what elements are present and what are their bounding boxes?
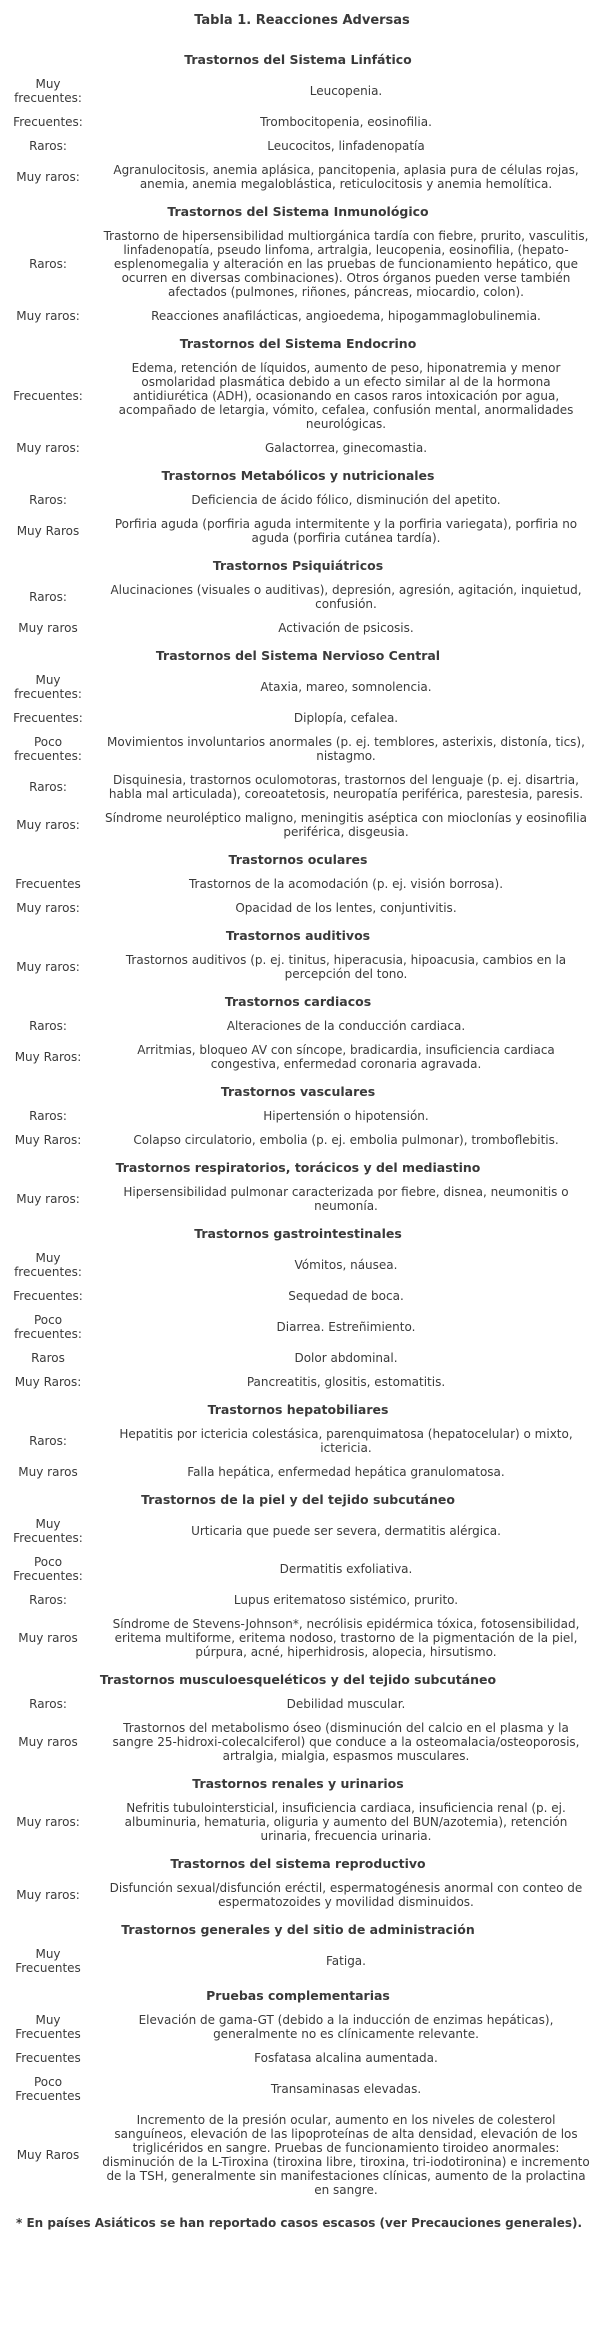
frequency-cell: Muy raros: [16,1815,80,1829]
frequency-cell: Muy raros: [16,960,80,974]
table-row [0,668,596,706]
frequency-cell: Muy raros [18,621,78,635]
table-row [0,2108,596,2202]
section-header-row [0,1664,596,1692]
section-header-row [0,550,596,578]
frequency-cell: Raros: [29,1697,67,1711]
section-heading: Trastornos auditivos [225,928,371,943]
table-row [0,616,596,640]
frequency-cell: Muy Frecuentes: [13,1517,83,1545]
section-heading: Trastornos del Sistema Linfático [184,52,412,67]
reaction-cell: Vómitos, náusea. [294,1258,398,1272]
frequency-cell: Frecuentes: [13,115,83,129]
frequency-cell: Muy Frecuentes [15,1947,81,1975]
reaction-cell: Diplopía, cefalea. [293,711,399,725]
reaction-cell: Urticaria que puede ser severa, dermatitis alérgica. [191,1524,501,1538]
frequency-cell: Poco frecuentes: [14,735,82,763]
table-row [0,1422,596,1460]
reaction-cell: Alucinaciones (visuales o auditivas), depresión, agresión, agitación, inquietud, confusión. [110,583,582,611]
frequency-cell: Muy raros: [16,901,80,915]
frequency-cell: Poco frecuentes: [14,1313,82,1341]
frequency-cell: Muy frecuentes: [14,673,82,701]
section-header-row [0,920,596,948]
frequency-cell: Muy raros: [16,1888,80,1902]
table-row [0,1038,596,1076]
frequency-cell: Muy raros: [16,1192,80,1206]
frequency-cell: Raros: [29,1019,67,1033]
section-heading: Trastornos del Sistema Inmunológico [167,204,429,219]
table-row [0,1796,596,1848]
reaction-cell: Agranulocitosis, anemia aplásica, pancitopenia, aplasia pura de células rojas, anemia, anemia megaloblástica, reticulocitosis y anemia hemolítica. [113,163,579,191]
table-row [0,1246,596,1284]
reaction-cell: Colapso circulatorio, embolia (p. ej. embolia pulmonar), tromboflebitis. [133,1133,559,1147]
table-row [0,948,596,986]
frequency-cell: Raros: [29,1593,67,1607]
section-heading: Trastornos del Sistema Endocrino [179,336,417,351]
table-row [0,1284,596,1308]
frequency-cell: Raros: [29,139,67,153]
section-heading: Trastornos generales y del sitio de administración [121,1922,475,1937]
table-row [0,806,596,844]
reaction-cell: Sequedad de boca. [288,1289,404,1303]
table-row [0,1716,596,1768]
table-row [0,488,596,512]
table-row [0,768,596,806]
reaction-cell: Nefritis tubulointersticial, insuficiencia cardiaca, insuficiencia renal (p. ej. albuminuria, hematuria, oliguria y aumento del BUN/azotemia), retención urinaria, frecuencia urinaria. [124,1801,568,1843]
table-row [0,1942,596,1980]
frequency-cell: Muy frecuentes: [14,77,82,105]
reaction-cell: Trastornos auditivos (p. ej. tinitus, hiperacusia, hipoacusia, cambios en la percepción del tono. [125,953,567,981]
table-row [0,1692,596,1716]
reaction-cell: Leucopenia. [309,84,383,98]
frequency-cell: Frecuentes: [13,711,83,725]
reaction-cell: Opacidad de los lentes, conjuntivitis. [235,901,457,915]
reaction-cell: Hipertensión o hipotensión. [263,1109,429,1123]
table-row [0,1346,596,1370]
reaction-cell: Incremento de la presión ocular, aumento en los niveles de colesterol sanguíneos, elevación de las lipoproteínas de alta densidad, elevación de los triglicéridos en sangre. Pruebas de funcionamiento tiroideo anormales: disminución de la L-Tiroxina (tiroxina libre, tiroxina, tri-iodotironina) e incremento de la TSH, generalmente sin manifestaciones clínicas, aumento de la prolactina en sangre. [102,2113,590,2197]
table-row [0,356,596,436]
table-row [0,1588,596,1612]
table-row [0,1512,596,1550]
reaction-cell: Síndrome de Stevens-Johnson*, necrólisis epidérmica tóxica, fotosensibilidad, eritema multiforme, eritema nodoso, trastorno de la pigmentación de la piel, púrpura, acné, hiperhidrosis, alopecia, hirsutismo. [112,1617,580,1659]
table-row [0,512,596,550]
reaction-cell: Trombocitopenia, eosinofilia. [260,115,432,129]
frequency-cell: Raros: [29,257,67,271]
frequency-cell: Muy raros: [16,309,80,323]
section-heading: Trastornos musculoesqueléticos y del tejido subcutáneo [99,1672,497,1687]
reaction-cell: Edema, retención de líquidos, aumento de peso, hiponatremia y menor osmolaridad plasmática debido a un efecto similar al de la hormona antidiurética (ADH), ocasionando en casos raros intoxicación por agua, acompañado de letargia, vómito, cefalea, confusión mental, anormalidades neurológicas. [118,361,574,431]
table-row [0,1180,596,1218]
section-header-row [0,1076,596,1104]
section-heading: Trastornos respiratorios, torácicos y del mediastino [115,1160,481,1175]
section-heading: Trastornos cardiacos [224,994,372,1009]
reaction-cell: Pancreatitis, glositis, estomatitis. [246,1375,446,1389]
table-row [0,304,596,328]
table-row [0,1128,596,1152]
reaction-cell: Ataxia, mareo, somnolencia. [260,680,432,694]
section-header-row [0,1914,596,1942]
frequency-cell: Raros: [29,590,67,604]
frequency-cell: Muy raros [18,1631,78,1645]
section-header-row [0,1394,596,1422]
section-heading: Trastornos Metabólicos y nutricionales [161,468,435,483]
frequency-cell: Muy raros [18,1465,78,1479]
frequency-cell: Muy raros [18,1735,78,1749]
table-row [0,1370,596,1394]
section-heading: Trastornos gastrointestinales [194,1226,402,1241]
table-row [0,1876,596,1914]
reaction-cell: Reacciones anafilácticas, angioedema, hipogammaglobulinemia. [151,309,541,323]
section-heading: Trastornos del sistema reproductivo [170,1856,426,1871]
table-row [0,1460,596,1484]
frequency-cell: Frecuentes: [13,389,83,403]
footnote: * En países Asiáticos se han reportado casos escasos (ver Precauciones generales). [16,2216,583,2230]
reaction-cell: Hepatitis por ictericia colestásica, parenquimatosa (hepatocelular) o mixto, ictericia. [119,1427,573,1455]
section-heading: Trastornos de la piel y del tejido subcutáneo [141,1492,455,1507]
reaction-cell: Disquinesia, trastornos oculomotoras, trastornos del lenguaje (p. ej. disartria, habla mal articulada), coreoatetosis, neuropatía periférica, parestesia, paresis. [108,773,584,801]
reaction-cell: Transaminasas elevadas. [270,2082,422,2096]
reaction-cell: Porfiria aguda (porfiria aguda intermitente y la porfiria variegata), porfiria no aguda (porfiria cutánea tardía). [114,517,578,545]
frequency-cell: Frecuentes [15,2051,81,2065]
table-row [0,436,596,460]
reaction-cell: Fatiga. [326,1954,366,1968]
section-header-row [0,1980,596,2008]
section-heading: Trastornos vasculares [220,1084,376,1099]
reaction-cell: Lupus eritematoso sistémico, prurito. [233,1593,459,1607]
section-heading: Pruebas complementarias [206,1988,390,2003]
reaction-cell: Deficiencia de ácido fólico, disminución del apetito. [191,493,501,507]
table-row [0,1550,596,1588]
reaction-cell: Debilidad muscular. [286,1697,406,1711]
adverse-reactions-table [0,44,596,2202]
frequency-cell: Raros: [29,1109,67,1123]
section-header-row [0,328,596,356]
table-row [0,110,596,134]
frequency-cell: Muy Frecuentes [15,2013,81,2041]
section-header-row [0,44,596,72]
reaction-cell: Dermatitis exfoliativa. [279,1562,413,1576]
section-header-row [0,1218,596,1246]
reaction-cell: Leucocitos, linfadenopatía [267,139,425,153]
frequency-cell: Frecuentes [15,877,81,891]
table-row [0,706,596,730]
reaction-cell: Elevación de gama-GT (debido a la inducción de enzimas hepáticas), generalmente no es clínicamente relevante. [138,2013,554,2041]
frequency-cell: Muy raros: [16,818,80,832]
table-row [0,872,596,896]
frequency-cell: Raros: [29,1434,67,1448]
section-heading: Trastornos del Sistema Nervioso Central [155,648,441,663]
reaction-cell: Fosfatasa alcalina aumentada. [254,2051,438,2065]
frequency-cell: Muy frecuentes: [14,1251,82,1279]
frequency-cell: Frecuentes: [13,1289,83,1303]
table-body [0,44,596,2202]
reaction-cell: Trastornos de la acomodación (p. ej. visión borrosa). [188,877,504,891]
section-header-row [0,1152,596,1180]
reaction-cell: Galactorrea, ginecomastia. [264,441,428,455]
reaction-cell: Disfunción sexual/disfunción eréctil, espermatogénesis anormal con conteo de espermatozoides y movilidad disminuidos. [109,1881,583,1909]
table-row [0,1104,596,1128]
frequency-cell: Muy Raros [16,2148,80,2162]
section-header-row [0,1484,596,1512]
reaction-cell: Falla hepática, enfermedad hepática granulomatosa. [187,1465,505,1479]
reaction-cell: Trastorno de hipersensibilidad multiorgánica tardía con fiebre, prurito, vasculitis, linfadenopatía, pseudo linfoma, artralgia, leucopenia, eosinofilia, (hepato-esplenomegalia y alteración en las pruebas de funcionamiento hepático, que ocurren en diversas combinaciones). Otros órganos pueden verse también afectados (pulmones, riñones, páncreas, miocardio, colon). [103,229,589,299]
frequency-cell: Muy Raros: [14,1133,82,1147]
section-header-row [0,986,596,1014]
reaction-cell: Activación de psicosis. [278,621,414,635]
reaction-cell: Trastornos del metabolismo óseo (disminución del calcio en el plasma y la sangre 25-hidroxi-colecalciferol) que conduce a la osteomalacia/osteoporosis, artralgia, mialgia, espasmos musculares. [112,1721,580,1763]
table-row [0,730,596,768]
table-row [0,2046,596,2070]
section-heading: Trastornos renales y urinarios [192,1776,404,1791]
section-header-row [0,460,596,488]
reaction-cell: Arritmias, bloqueo AV con síncope, bradicardia, insuficiencia cardiaca congestiva, enfermedad coronaria agravada. [137,1043,555,1071]
table-row [0,72,596,110]
frequency-cell: Poco Frecuentes [15,2075,81,2103]
frequency-cell: Muy raros: [16,170,80,184]
table-row [0,1612,596,1664]
reaction-cell: Dolor abdominal. [294,1351,398,1365]
table-row [0,578,596,616]
reaction-cell: Hipersensibilidad pulmonar caracterizada por fiebre, disnea, neumonitis o neumonía. [123,1185,569,1213]
frequency-cell: Raros: [29,780,67,794]
reaction-cell: Síndrome neuroléptico maligno, meningitis aséptica con mioclonías y eosinofilia periférica, disgeusia. [105,811,587,839]
frequency-cell: Raros: [29,493,67,507]
table-title: Tabla 1. Reacciones Adversas [194,13,410,28]
reaction-cell: Movimientos involuntarios anormales (p. ej. temblores, asterixis, distonía, tics), nistagmo. [107,735,585,763]
frequency-cell: Poco Frecuentes: [13,1555,83,1583]
section-header-row [0,844,596,872]
table-row [0,896,596,920]
section-header-row [0,1848,596,1876]
frequency-cell: Raros [31,1351,65,1365]
section-heading: Trastornos oculares [228,852,368,867]
section-heading: Trastornos Psiquiátricos [212,558,384,573]
section-header-row [0,196,596,224]
frequency-cell: Muy raros: [16,441,80,455]
table-row [0,1014,596,1038]
table-row [0,1308,596,1346]
table-row [0,224,596,304]
frequency-cell: Muy Raros: [14,1050,82,1064]
section-header-row [0,640,596,668]
reaction-cell: Alteraciones de la conducción cardiaca. [226,1019,466,1033]
table-row [0,134,596,158]
frequency-cell: Muy Raros: [14,1375,82,1389]
section-header-row [0,1768,596,1796]
frequency-cell: Muy Raros [16,524,80,538]
table-row [0,2008,596,2046]
table-row [0,158,596,196]
section-heading: Trastornos hepatobiliares [207,1402,389,1417]
table-row [0,2070,596,2108]
reaction-cell: Diarrea. Estreñimiento. [276,1320,416,1334]
